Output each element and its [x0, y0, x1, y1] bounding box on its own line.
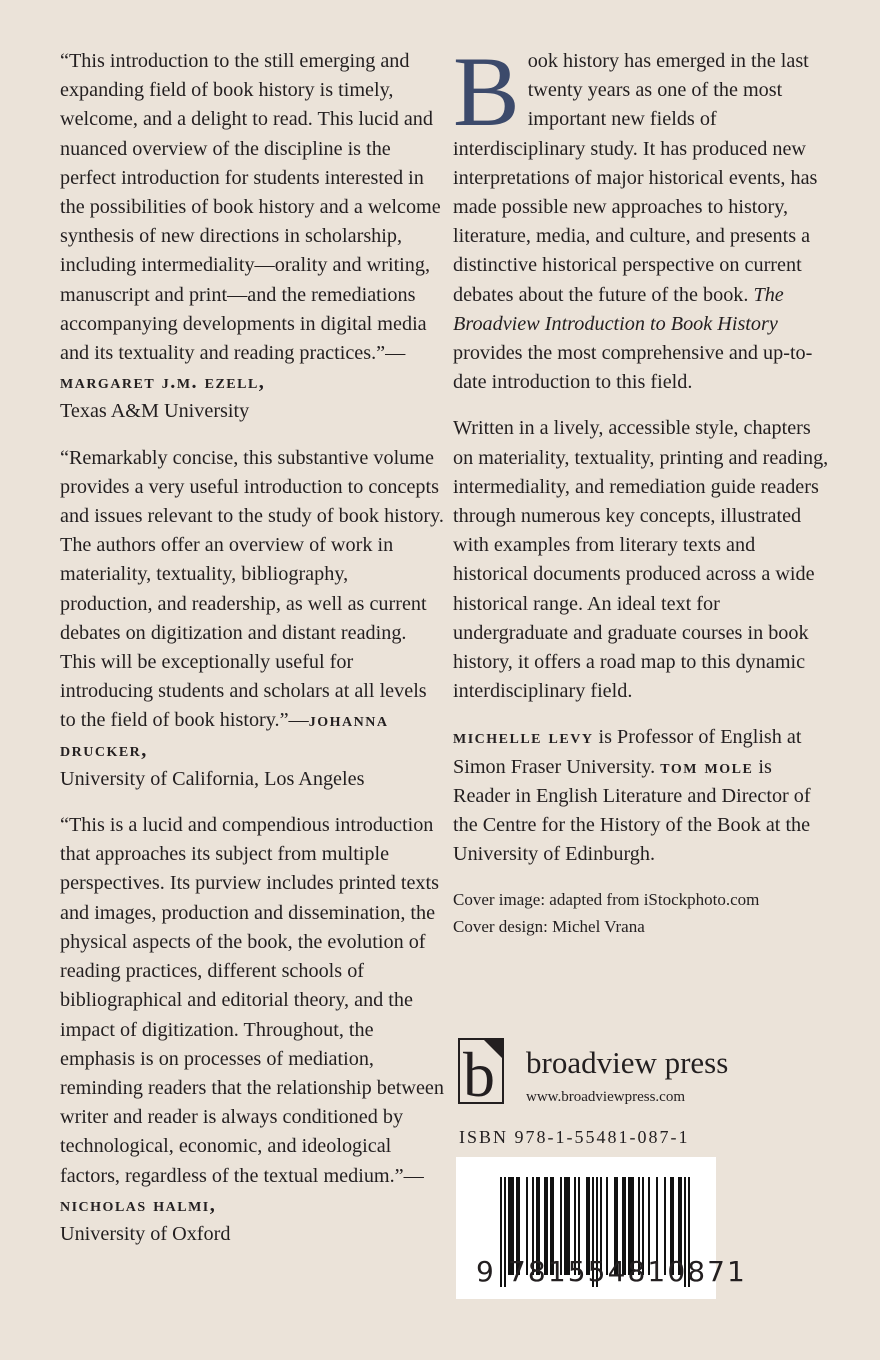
intro-paragraph — [453, 36, 831, 397]
endorsement-quote — [60, 47, 445, 427]
quote-text: “This is a lucid and compendious introduction that approaches its subject from multiple perspectives. Its purview includes printed texts and images, production and dissemination, the physical aspects of the book, the evolution of reading practices, different schools of bibliographical and editorial theory, and the impact of digitization. Throughout, the emphasis is on processes of mediation, reminding readers that the relationship between writer and reader is always conditioned by technological, economic, and ideological factors, regardless of the textual medium.”— — [60, 814, 444, 1187]
barcode-digits: 781554810871 — [508, 1255, 747, 1288]
description-paragraph: Written in a lively, accessible style, chapters on materiality, textuality, printing and reading, intermediality, and remediation guide readers through numerous key concepts, illustrated with examples from literary texts and historical documents produced across a wide historical range. An ideal text for undergraduate and graduate courses in book history, it offers a road map to this dynamic interdisciplinary field. — [453, 417, 829, 703]
cover-design-credit: Cover design: Michel Vrana — [453, 917, 645, 937]
quote-affiliation: University of Oxford — [60, 1222, 231, 1245]
quote-affiliation: University of California, Los Angeles — [60, 767, 365, 790]
barcode-bar — [500, 1177, 502, 1287]
cover-image-credit: Cover image: adapted from iStockphoto.com — [453, 890, 760, 910]
isbn-label: ISBN 978-1-55481-087-1 — [459, 1127, 690, 1147]
author-bio: is Professor of English at Simon Fraser University. — [453, 726, 802, 778]
barcode-first-digit: 9 — [476, 1255, 494, 1288]
publisher-url: www.broadviewpress.com — [526, 1089, 685, 1105]
endorsement-quote — [60, 444, 445, 794]
barcode-bar — [504, 1177, 506, 1287]
publisher-block — [458, 1038, 728, 1108]
author-bio: is Reader in English Literature and Director of the Centre for the History of the Book at the University of Edinburgh. — [453, 755, 811, 866]
quote-author: margaret j.m. ezell, — [60, 371, 266, 394]
quote-text: “Remarkably concise, this substantive volume provides a very useful introduction to concepts and issues relevant to the study of book history. The authors offer an overview of work in materiality, textuality, bibliography, production, and readership, as well as current debates on digitization and distant reading. This will be exceptionally useful for introducing students and scholars at all levels to the field of book history.”— — [60, 446, 444, 732]
quote-affiliation: Texas A&M University — [60, 400, 250, 423]
author-name: michelle levy — [453, 726, 594, 749]
quote-author: johanna drucker, — [60, 709, 389, 761]
endorsements-column — [60, 47, 445, 1266]
quote-author: nicholas halmi, — [60, 1193, 217, 1216]
cover-credits — [453, 886, 831, 940]
author-name: tom mole — [660, 755, 754, 778]
endorsement-quote — [60, 811, 445, 1249]
barcode — [456, 1157, 747, 1299]
broadview-logo-icon — [458, 1038, 504, 1104]
authors-paragraph — [453, 723, 831, 869]
book-title: The Broadview Introduction to Book History — [453, 283, 784, 335]
description-column — [453, 36, 831, 940]
quote-text: “This introduction to the still emerging and expanding field of book history is timely, welcome, and a delight to read. This lucid and nuanced overview of the discipline is the perfect introduction for students interested in the possibilities of book history and a welcome synthesis of new directions in scholarship, including intermediality—orality and writing, manuscript and print—and the remediations accompanying developments in digital media and its textuality and reading practices.”— — [60, 50, 441, 365]
drop-cap: B — [453, 36, 520, 147]
publisher-name: broadview press — [526, 1045, 729, 1080]
logo-letter: b — [463, 1040, 495, 1102]
intro-text-end: provides the most comprehensive and up-to-date introduction to this field. — [453, 342, 813, 394]
intro-text: ook history has emerged in the last twenty years as one of the most important new fields of interdisciplinary study. It has produced new interpretations of major historical events, has made possible new approaches to history, literature, media, and culture, and presents a distinctive historical perspective on current debates about the future of the book. — [453, 50, 818, 306]
